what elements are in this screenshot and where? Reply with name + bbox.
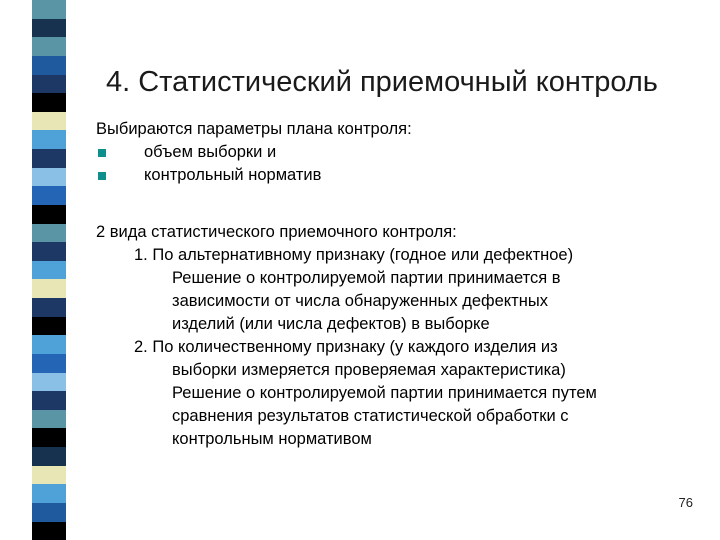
- slide-body: [96, 118, 706, 451]
- bullet-text: объем выборки и: [144, 143, 277, 161]
- stripe-segment: [32, 503, 66, 522]
- page-number: 76: [678, 495, 693, 510]
- stripe-segment: [32, 447, 66, 466]
- stripe-segment: [32, 186, 66, 205]
- bullet-text: контрольный норматив: [144, 166, 322, 184]
- stripe-segment: [32, 93, 66, 112]
- stripe-segment: [32, 279, 66, 298]
- stripe-segment: [32, 335, 66, 354]
- item2-title: 2. По количественному признаку (у каждого изделия из: [134, 338, 558, 356]
- bullet-item: [96, 164, 706, 187]
- item1-title: 1. По альтернативному признаку (годное или дефектное): [134, 246, 574, 264]
- item2-text-line: Решение о контролируемой партии принимается путем: [172, 384, 597, 402]
- item2-text-line: сравнения результатов статистической обработки с: [172, 407, 569, 425]
- stripe-segment: [32, 0, 66, 19]
- stripe-segment: [32, 75, 66, 94]
- item2-text-line: контрольным нормативом: [172, 430, 372, 448]
- item1-text-line: изделий (или числа дефектов) в выборке: [172, 315, 490, 333]
- stripe-segment: [32, 37, 66, 56]
- item1-text-line: зависимости от числа обнаруженных дефектных: [172, 292, 548, 310]
- stripe-segment: [32, 391, 66, 410]
- stripe-segment: [32, 224, 66, 243]
- stripe-segment: [32, 149, 66, 168]
- slide-title: 4. Статистический приемочный контроль: [106, 66, 658, 98]
- stripe-segment: [32, 261, 66, 280]
- stripe-segment: [32, 56, 66, 75]
- item1-text-line: Решение о контролируемой партии принимается в: [172, 269, 561, 287]
- stripe-segment: [32, 19, 66, 38]
- stripe-segment: [32, 205, 66, 224]
- stripe-segment: [32, 466, 66, 485]
- stripe-segment: [32, 317, 66, 336]
- stripe-segment: [32, 484, 66, 503]
- square-bullet-icon: [98, 172, 106, 180]
- intro-text: Выбираются параметры плана контроля:: [96, 120, 412, 138]
- stripe-segment: [32, 112, 66, 131]
- item2-text-line: выборки измеряется проверяемая характеристика): [172, 361, 566, 379]
- stripe-segment: [32, 130, 66, 149]
- stripe-segment: [32, 354, 66, 373]
- bullet-item: [96, 141, 706, 164]
- square-bullet-icon: [98, 149, 106, 157]
- stripe-segment: [32, 298, 66, 317]
- stripe-segment: [32, 428, 66, 447]
- stripe-segment: [32, 522, 66, 540]
- decorative-stripe: [32, 0, 66, 540]
- stripe-segment: [32, 168, 66, 187]
- stripe-segment: [32, 410, 66, 429]
- stripe-segment: [32, 373, 66, 392]
- types-heading: 2 вида статистического приемочного контроля:: [96, 223, 457, 241]
- stripe-segment: [32, 242, 66, 261]
